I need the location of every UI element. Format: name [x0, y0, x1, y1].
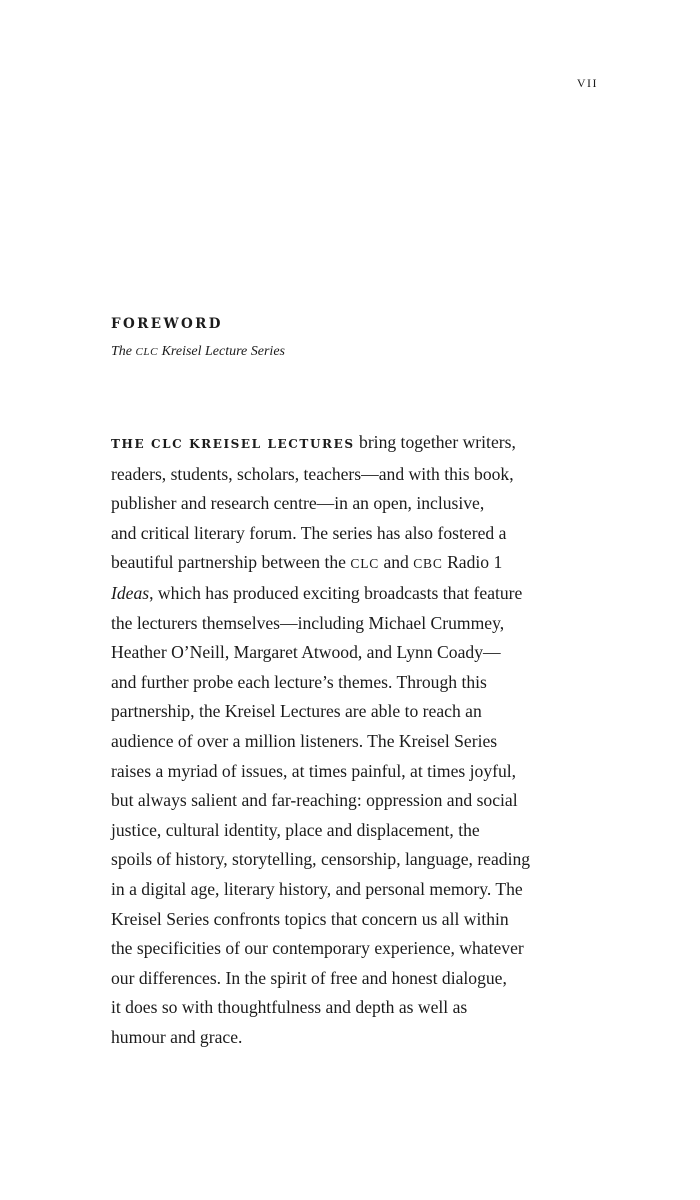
body-line: humour and grace. [111, 1026, 243, 1047]
body-line: our differences. In the spirit of free and honest dialogue, [111, 967, 507, 988]
body-line: raises a myriad of issues, at times painful, at times joyful, [111, 760, 517, 781]
subtitle-abbreviation: CLC [135, 346, 159, 358]
body-line: readers, students, scholars, teachers—and with this book, [111, 463, 514, 484]
lead-in-smallcaps: THE CLC KREISEL LECTURES [111, 437, 355, 451]
body-line-segment: and [379, 552, 414, 573]
abbreviation-clc: CLC [350, 556, 380, 572]
body-line: publisher and research centre—in an open, inclusive, [111, 493, 485, 514]
body-line: the specificities of our contemporary experience, whatever [111, 938, 524, 959]
body-line-text: , which has produced exciting broadcasts that feature [149, 582, 523, 603]
body-line: but always salient and far-reaching: oppression and social [111, 790, 518, 811]
body-line: Heather O’Neill, Margaret Atwood, and Lynn Coady— [111, 642, 501, 663]
body-line: audience of over a million listeners. The Kreisel Series [111, 730, 498, 751]
subtitle-pre: The [111, 344, 136, 359]
body-line: partnership, the Kreisel Lectures are able to reach an [111, 701, 482, 722]
body-line-segment: beautiful partnership between the [111, 552, 351, 573]
body-line: the lecturers themselves—including Michael Crummey, [111, 612, 505, 633]
body-line: justice, cultural identity, place and displacement, the [111, 819, 480, 840]
section-subtitle [111, 344, 285, 360]
subtitle-post: Kreisel Lecture Series [158, 344, 285, 359]
body-line: and further probe each lecture’s themes. Through this [111, 671, 487, 692]
page-number: VII [576, 76, 598, 90]
section-heading: FOREWORD [111, 316, 223, 332]
body-line: spoils of history, storytelling, censorship, language, reading [111, 849, 531, 870]
body-line [111, 428, 591, 460]
abbreviation-cbc: CBC [413, 556, 443, 572]
body-line-segment: Radio 1 [442, 552, 503, 573]
body-line: in a digital age, literary history, and personal memory. The [111, 878, 523, 899]
body-paragraph [111, 428, 591, 1052]
body-line-text: bring together writers, [354, 432, 516, 452]
body-line: it does so with thoughtfulness and depth as well as [111, 997, 468, 1018]
body-line [111, 548, 591, 579]
body-line: Kreisel Series confronts topics that concern us all within [111, 908, 509, 929]
body-line [111, 579, 591, 609]
body-line: and critical literary forum. The series has also fostered a [111, 522, 507, 543]
italic-title-ideas: Ideas [111, 582, 150, 603]
